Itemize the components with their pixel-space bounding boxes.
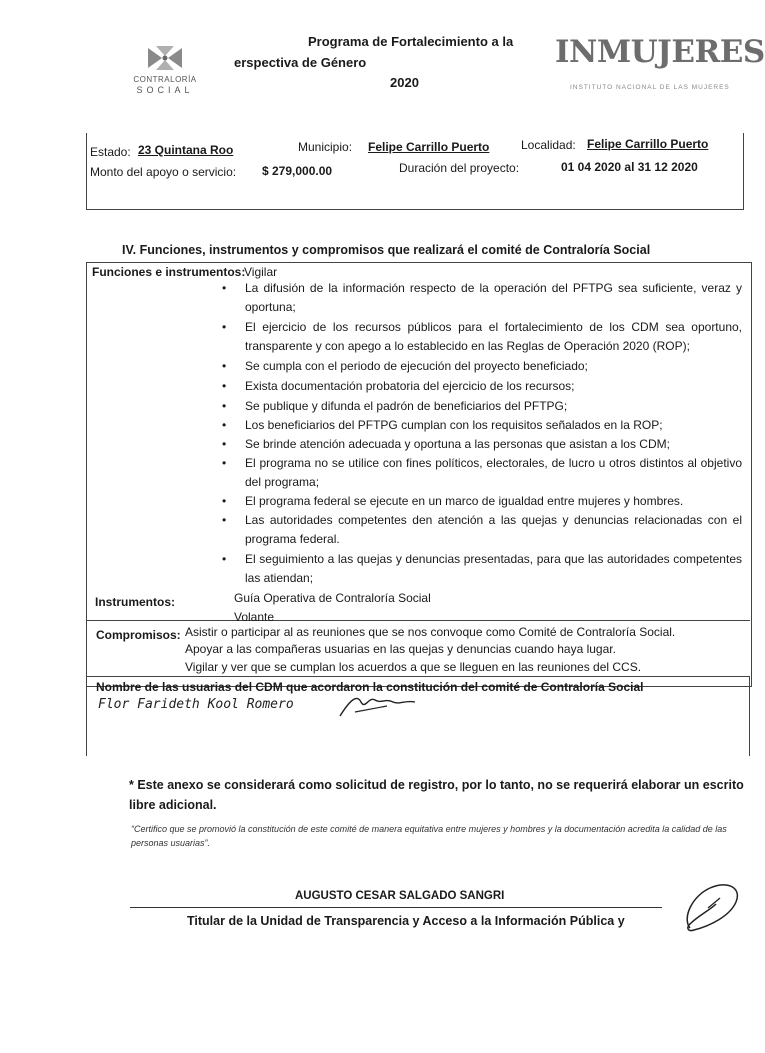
certification-text: “Certifico que se promovió la constitución de este comité de manera equitativa entre mujeres y hombres y la documentación acredita la calidad de las personas usuarias”. [131, 824, 727, 848]
municipio-label: Municipio: [298, 140, 353, 154]
duracion-label: Duración del proyecto: [399, 161, 520, 175]
inmujeres-logo: INMUJERES [555, 34, 765, 70]
signature-flourish-icon [680, 878, 750, 938]
municipio-value: Felipe Carrillo Puerto [368, 140, 490, 154]
localidad-label: Localidad: [521, 138, 576, 152]
nombres-label: Nombre de las usuarias del CDM que acordaron la constitución del comité de Contraloría Social [96, 680, 644, 694]
signature-line [130, 907, 662, 908]
instrumento-item: Volante [234, 610, 275, 624]
compromisos-label: Compromisos: [96, 628, 181, 642]
nombres-right-border [749, 676, 750, 756]
monto-value: $ 279,000.00 [262, 164, 333, 178]
instrumento-item: Guía Operativa de Contraloría Social [234, 591, 431, 605]
program-title-line-2: erspectiva de Género [234, 55, 367, 70]
inmujeres-subtitle: INSTITUTO NACIONAL DE LAS MUJERES [570, 84, 730, 91]
instrumentos-label: Instrumentos: [95, 595, 176, 609]
compromiso-item: Asistir o participar al as reuniones que se nos convoque como Comité de Contraloría Social. [185, 625, 676, 639]
contraloria-social-logo [120, 44, 210, 96]
registration-note: * Este anexo se considerará como solicitud de registro, por lo tanto, no se requerirá elaborar un escrito libre adicional. [129, 778, 744, 812]
funciones-label: Funciones e instrumentos: [92, 265, 246, 279]
table-divider-nombres [86, 676, 750, 677]
compromiso-item: Apoyar a las compañeras usuarias en las quejas y denuncias cuando haya lugar. [185, 642, 616, 656]
signer-name: AUGUSTO CESAR SALGADO SANGRI [295, 890, 505, 902]
table-divider-compromisos [86, 620, 750, 621]
localidad-value: Felipe Carrillo Puerto [587, 137, 709, 151]
vigilar-text: Vigilar [244, 265, 278, 279]
contraloria-social-emblem-icon [144, 44, 186, 72]
estado-label: Estado: [90, 145, 131, 159]
handwritten-signature-icon [335, 690, 425, 722]
nombres-left-border [86, 676, 87, 756]
compromiso-item: Vigilar y ver que se cumplan los acuerdos a que se lleguen en las reuniones del CCS. [185, 660, 642, 674]
duracion-value: 01 04 2020 al 31 12 2020 [561, 160, 698, 174]
estado-value: 23 Quintana Roo [138, 143, 234, 157]
handwritten-name: Flor Farideth Kool Romero [98, 697, 294, 712]
program-title-line-1: Programa de Fortalecimiento a la [308, 34, 514, 49]
program-year: 2020 [390, 75, 419, 90]
logo-line-1: CONTRALORÍA [133, 75, 197, 84]
section-title: IV. Funciones, instrumentos y compromisos que realizará el comité de Contraloría Social [122, 243, 651, 257]
logo-line-2: SOCIAL [136, 85, 194, 95]
monto-label: Monto del apoyo o servicio: [90, 165, 237, 179]
signer-title: Titular de la Unidad de Transparencia y Acceso a la Información Pública y [187, 914, 625, 928]
